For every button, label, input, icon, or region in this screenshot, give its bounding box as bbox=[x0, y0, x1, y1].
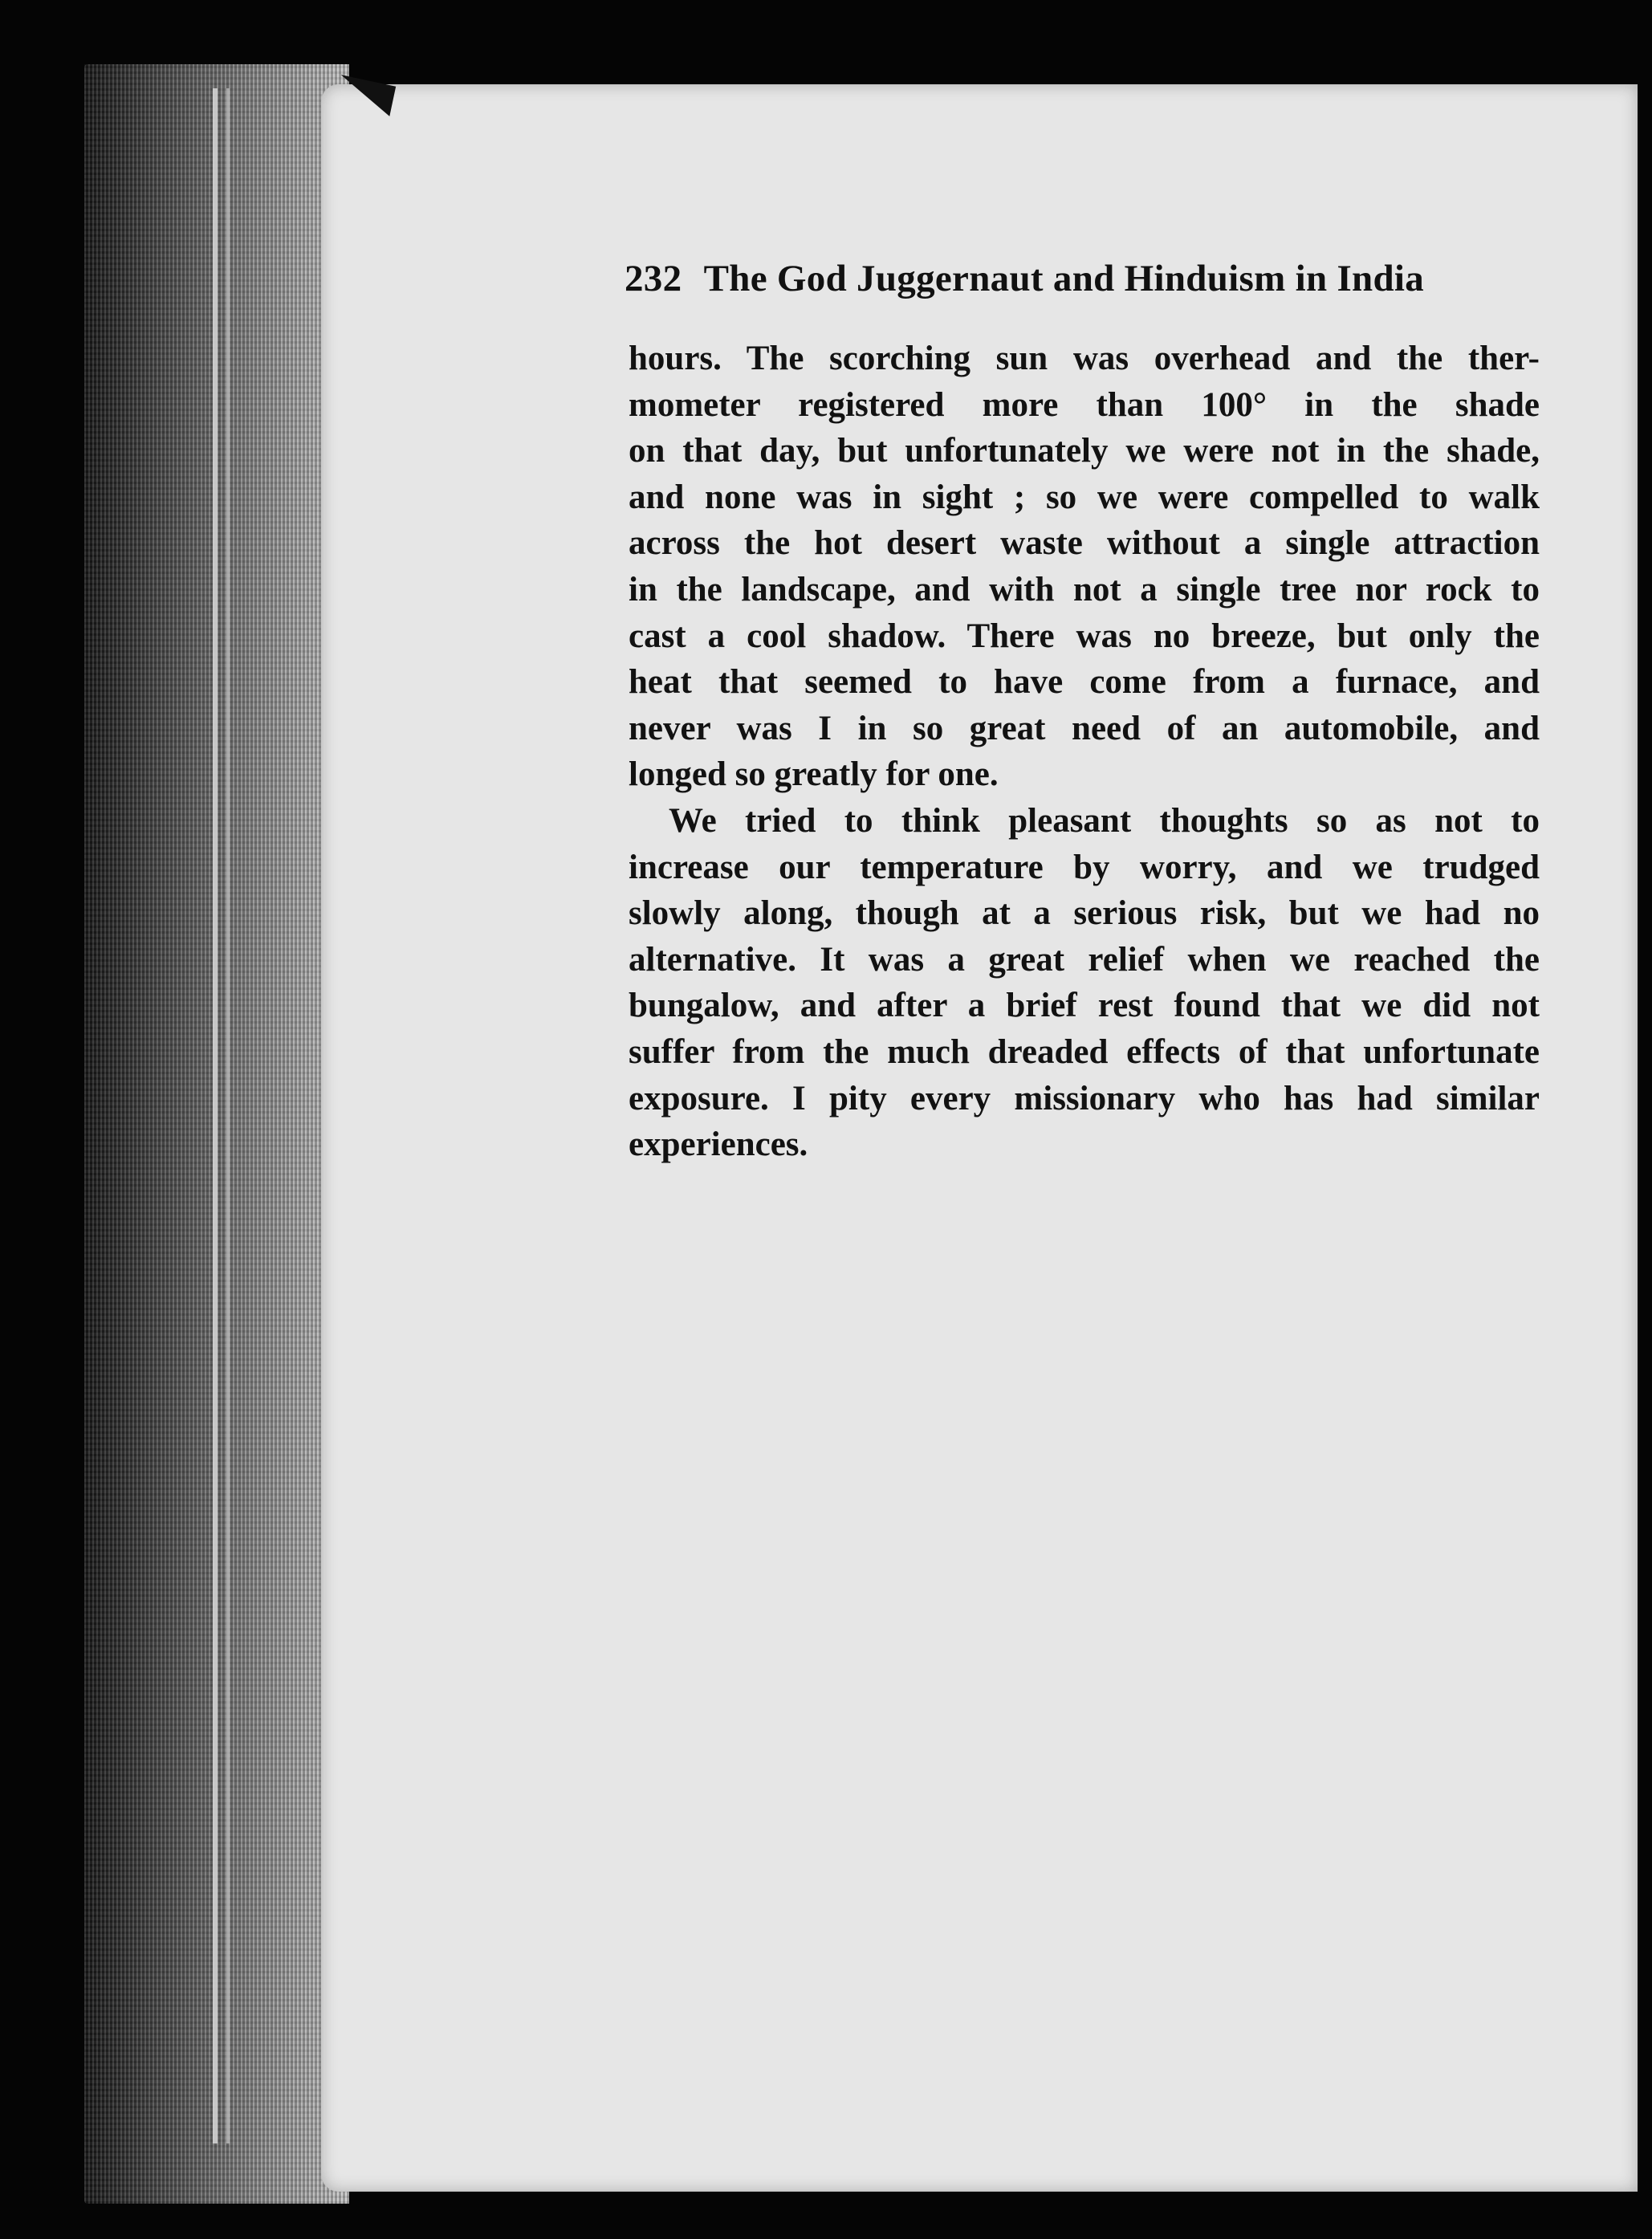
text-line: across the hot desert waste without a single attraction bbox=[629, 524, 1540, 563]
text-line: bungalow, and after a brief rest found that we did not bbox=[629, 987, 1540, 1025]
text-line: never was I in so great need of an automobile, and bbox=[629, 709, 1540, 747]
page-edge-highlight bbox=[213, 88, 218, 2143]
paragraph-2 bbox=[629, 798, 1540, 1168]
page-edge-highlight bbox=[226, 88, 230, 2143]
text-line: and none was in sight ; so we were compelled to walk bbox=[629, 478, 1540, 516]
page-number: 232 bbox=[625, 258, 682, 299]
text-line: exposure. I pity every missionary who has had similar bbox=[629, 1079, 1540, 1117]
text-line: slowly along, though at a serious risk, but we had no bbox=[629, 894, 1540, 933]
running-title: The God Juggernaut and Hinduism in India bbox=[703, 258, 1425, 299]
text-line: on that day, but unfortunately we were not in the shade, bbox=[629, 432, 1540, 470]
text-line: suffer from the much dreaded effects of that unfortunate bbox=[629, 1032, 1540, 1071]
text-line: hours. The scorching sun was overhead and the ther- bbox=[629, 340, 1540, 377]
text-line: cast a cool shadow. There was no breeze, but only the bbox=[629, 617, 1540, 655]
text-line: We tried to think pleasant thoughts so as not to bbox=[669, 801, 1540, 840]
text-line: heat that seemed to have come from a furnace, and bbox=[629, 663, 1540, 702]
text-line: alternative. It was a great relief when we reached the bbox=[629, 940, 1540, 979]
paragraph-1 bbox=[629, 336, 1540, 798]
text-line: mometer registered more than 100° in the shade bbox=[629, 385, 1540, 424]
text-line: longed so greatly for one. bbox=[629, 755, 999, 794]
text-line: experiences. bbox=[629, 1126, 808, 1164]
running-header bbox=[625, 257, 1540, 300]
body-text bbox=[629, 336, 1540, 1168]
text-line: in the landscape, and with not a single tree nor rock to bbox=[629, 570, 1540, 609]
text-line: increase our temperature by worry, and we trudged bbox=[629, 848, 1540, 886]
